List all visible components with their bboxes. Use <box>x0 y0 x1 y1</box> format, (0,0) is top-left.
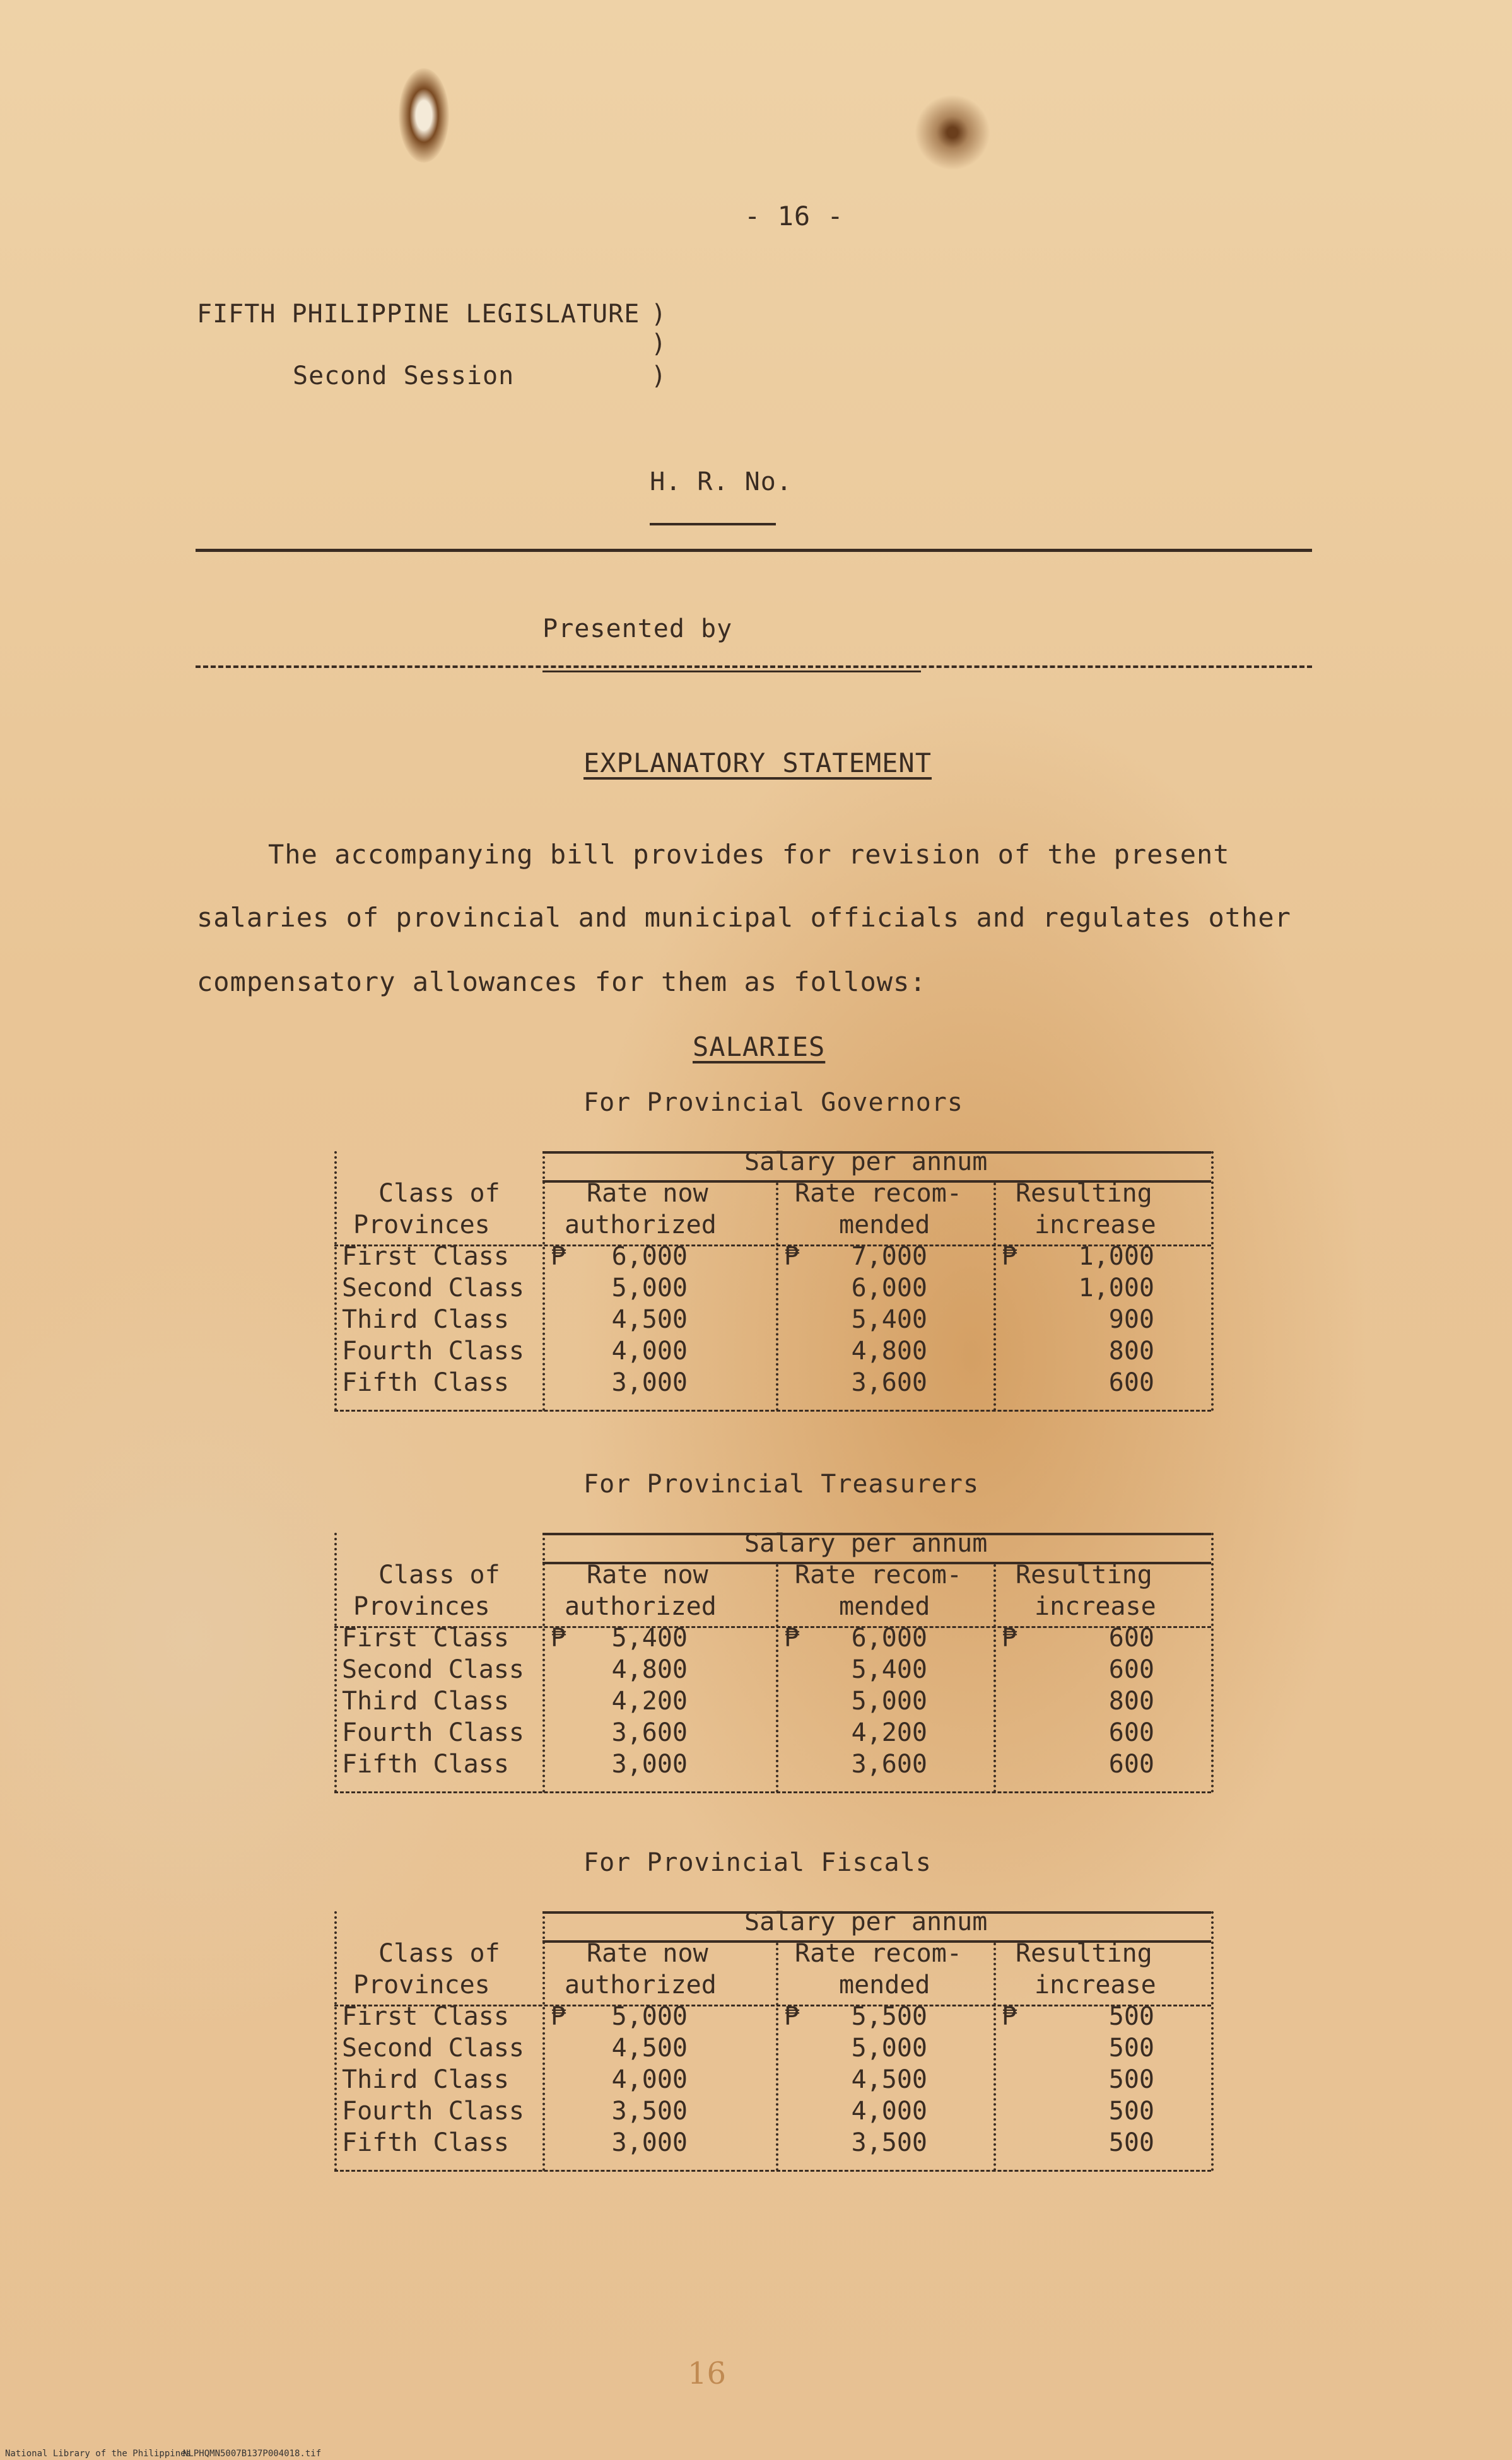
page-stamp: 16 <box>688 2356 727 2391</box>
resulting-increase-cell: 500 <box>1108 2002 1154 2031</box>
table-rule <box>334 1791 1211 1793</box>
span-header: Salary per annum <box>744 1529 988 1558</box>
rate-now-cell: 4,500 <box>611 1305 688 1334</box>
peso-sign: ₱ <box>1002 2002 1017 2031</box>
rate-recommended-cell: 6,000 <box>851 1624 927 1653</box>
column-header: authorized <box>565 1210 717 1239</box>
peso-sign: ₱ <box>551 1624 566 1653</box>
rate-recommended-cell: 4,200 <box>851 1718 927 1747</box>
rate-recommended-cell: 5,400 <box>851 1305 927 1334</box>
rate-recommended-cell: 4,500 <box>851 2065 927 2094</box>
table-separator <box>1211 1151 1214 1411</box>
rate-recommended-cell: 3,500 <box>851 2128 927 2157</box>
span-header: Salary per annum <box>744 1147 988 1176</box>
column-header: increase <box>1034 1592 1156 1621</box>
rate-now-cell: 3,000 <box>611 1750 688 1779</box>
presented-by-blank <box>542 650 921 672</box>
class-cell: Fifth Class <box>342 2128 509 2157</box>
hr-number <box>618 438 792 525</box>
column-header: authorized <box>565 1592 717 1621</box>
rate-now-cell: 4,000 <box>611 1337 688 1366</box>
presented-by <box>511 585 921 672</box>
resulting-increase-cell: 500 <box>1108 2065 1154 2094</box>
rate-recommended-cell: 5,500 <box>851 2002 927 2031</box>
section-title: SALARIES <box>693 1031 826 1062</box>
hr-number-label: H. R. No. <box>650 467 792 496</box>
column-header: increase <box>1034 1971 1156 2000</box>
rate-now-cell: 3,500 <box>611 2097 688 2126</box>
legislature-title: FIFTH PHILIPPINE LEGISLATURE <box>197 300 640 329</box>
rate-now-cell: 5,000 <box>611 1274 688 1303</box>
table-separator <box>542 1151 545 1411</box>
table-separator <box>542 1533 545 1793</box>
class-cell: Second Class <box>342 1274 524 1303</box>
resulting-increase-cell: 800 <box>1108 1687 1154 1716</box>
rate-recommended-cell: 6,000 <box>851 1274 927 1303</box>
table-separator <box>776 1564 778 1793</box>
column-header: Provinces <box>353 1971 490 2000</box>
rate-recommended-cell: 4,000 <box>851 2097 927 2126</box>
table-title: For Provincial Treasurers <box>583 1470 980 1499</box>
class-cell: Second Class <box>342 1655 524 1684</box>
rate-now-cell: 4,000 <box>611 2065 688 2094</box>
rate-recommended-cell: 3,600 <box>851 1750 927 1779</box>
class-cell: Fifth Class <box>342 1750 509 1779</box>
column-header: authorized <box>565 1971 717 2000</box>
column-header: Rate now <box>587 1179 708 1208</box>
resulting-increase-cell: 500 <box>1108 2097 1154 2126</box>
table-separator <box>542 1911 545 2171</box>
table-rule <box>334 1410 1211 1412</box>
paragraph-line: compensatory allowances for them as follows: <box>197 966 927 997</box>
rate-recommended-cell: 3,600 <box>851 1368 927 1397</box>
page-marker: - 16 - <box>744 201 844 231</box>
column-header: Provinces <box>353 1592 490 1621</box>
rate-now-cell: 4,800 <box>611 1655 688 1684</box>
span-header: Salary per annum <box>744 1907 988 1936</box>
file-id: NLPHQMN5007B137P004018.tif <box>183 2449 322 2459</box>
peso-sign: ₱ <box>784 1624 800 1653</box>
rate-recommended-cell: 5,000 <box>851 1687 927 1716</box>
table-separator <box>334 1533 337 1793</box>
resulting-increase-cell: 500 <box>1108 2128 1154 2157</box>
resulting-increase-cell: 600 <box>1108 1655 1154 1684</box>
column-header: Resulting <box>1016 1939 1152 1968</box>
column-header: Class of <box>378 1179 500 1208</box>
resulting-increase-cell: 1,000 <box>1078 1242 1154 1271</box>
resulting-increase-cell: 500 <box>1108 2034 1154 2063</box>
class-cell: Fourth Class <box>342 2097 524 2126</box>
table-separator <box>1211 1533 1214 1793</box>
column-header: Resulting <box>1016 1179 1152 1208</box>
peso-sign: ₱ <box>1002 1242 1017 1271</box>
bracket: ) <box>651 361 667 390</box>
rate-now-cell: 5,400 <box>611 1624 688 1653</box>
class-cell: Fifth Class <box>342 1368 509 1397</box>
column-header: Rate recom- <box>795 1179 962 1208</box>
library-credit: National Library of the Philippines <box>5 2449 192 2459</box>
bracket: ) <box>651 300 667 329</box>
column-header: mended <box>839 1971 930 2000</box>
table-separator <box>776 1183 778 1411</box>
table-separator <box>334 1151 337 1411</box>
salary-table <box>334 1907 1211 2195</box>
class-cell: First Class <box>342 1624 509 1653</box>
bracket: ) <box>651 329 667 358</box>
class-cell: Second Class <box>342 2034 524 2063</box>
column-header: Resulting <box>1016 1561 1152 1590</box>
column-header: mended <box>839 1592 930 1621</box>
peso-sign: ₱ <box>784 2002 800 2031</box>
session-label: Second Session <box>293 361 515 390</box>
punch-hole <box>399 68 449 163</box>
table-separator <box>334 1911 337 2171</box>
rate-recommended-cell: 5,400 <box>851 1655 927 1684</box>
class-cell: Fourth Class <box>342 1718 524 1747</box>
hr-number-blank <box>650 500 776 525</box>
class-cell: First Class <box>342 2002 509 2031</box>
rate-recommended-cell: 5,000 <box>851 2034 927 2063</box>
class-cell: Fourth Class <box>342 1337 524 1366</box>
column-header: Rate recom- <box>795 1561 962 1590</box>
peso-sign: ₱ <box>551 2002 566 2031</box>
class-cell: First Class <box>342 1242 509 1271</box>
column-header: Rate now <box>587 1939 708 1968</box>
rate-now-cell: 4,200 <box>611 1687 688 1716</box>
table-separator <box>993 1183 996 1411</box>
class-cell: Third Class <box>342 1687 509 1716</box>
rate-now-cell: 3,000 <box>611 2128 688 2157</box>
paragraph-line: The accompanying bill provides for revision of the present <box>268 839 1230 870</box>
resulting-increase-cell: 900 <box>1108 1305 1154 1334</box>
rate-now-cell: 4,500 <box>611 2034 688 2063</box>
peso-sign: ₱ <box>551 1242 566 1271</box>
column-header: Rate recom- <box>795 1939 962 1968</box>
table-separator <box>993 1943 996 2171</box>
salary-table <box>334 1529 1211 1817</box>
rate-now-cell: 6,000 <box>611 1242 688 1271</box>
rate-recommended-cell: 4,800 <box>851 1337 927 1366</box>
table-separator <box>993 1564 996 1793</box>
divider <box>196 665 1312 668</box>
table-rule <box>334 2170 1211 2172</box>
column-header: Class of <box>378 1561 500 1590</box>
paragraph-line: salaries of provincial and municipal officials and regulates other <box>197 902 1291 933</box>
resulting-increase-cell: 600 <box>1108 1718 1154 1747</box>
class-cell: Third Class <box>342 1305 509 1334</box>
column-header: Rate now <box>587 1561 708 1590</box>
rate-recommended-cell: 7,000 <box>851 1242 927 1271</box>
column-header: increase <box>1034 1210 1156 1239</box>
resulting-increase-cell: 600 <box>1108 1750 1154 1779</box>
peso-sign: ₱ <box>1002 1624 1017 1653</box>
divider <box>196 549 1312 552</box>
rate-now-cell: 3,000 <box>611 1368 688 1397</box>
column-header: Provinces <box>353 1210 490 1239</box>
presented-by-label: Presented by <box>542 614 733 643</box>
table-title: For Provincial Governors <box>583 1088 963 1117</box>
punch-hole <box>915 95 990 170</box>
table-title: For Provincial Fiscals <box>583 1848 932 1877</box>
resulting-increase-cell: 600 <box>1108 1624 1154 1653</box>
resulting-increase-cell: 800 <box>1108 1337 1154 1366</box>
column-header: Class of <box>378 1939 500 1968</box>
salary-table <box>334 1147 1211 1435</box>
table-separator <box>776 1943 778 2171</box>
column-header: mended <box>839 1210 930 1239</box>
table-separator <box>1211 1911 1214 2171</box>
class-cell: Third Class <box>342 2065 509 2094</box>
rate-now-cell: 5,000 <box>611 2002 688 2031</box>
resulting-increase-cell: 1,000 <box>1078 1274 1154 1303</box>
rate-now-cell: 3,600 <box>611 1718 688 1747</box>
statement-title: EXPLANATORY STATEMENT <box>583 747 932 778</box>
peso-sign: ₱ <box>784 1242 800 1271</box>
resulting-increase-cell: 600 <box>1108 1368 1154 1397</box>
